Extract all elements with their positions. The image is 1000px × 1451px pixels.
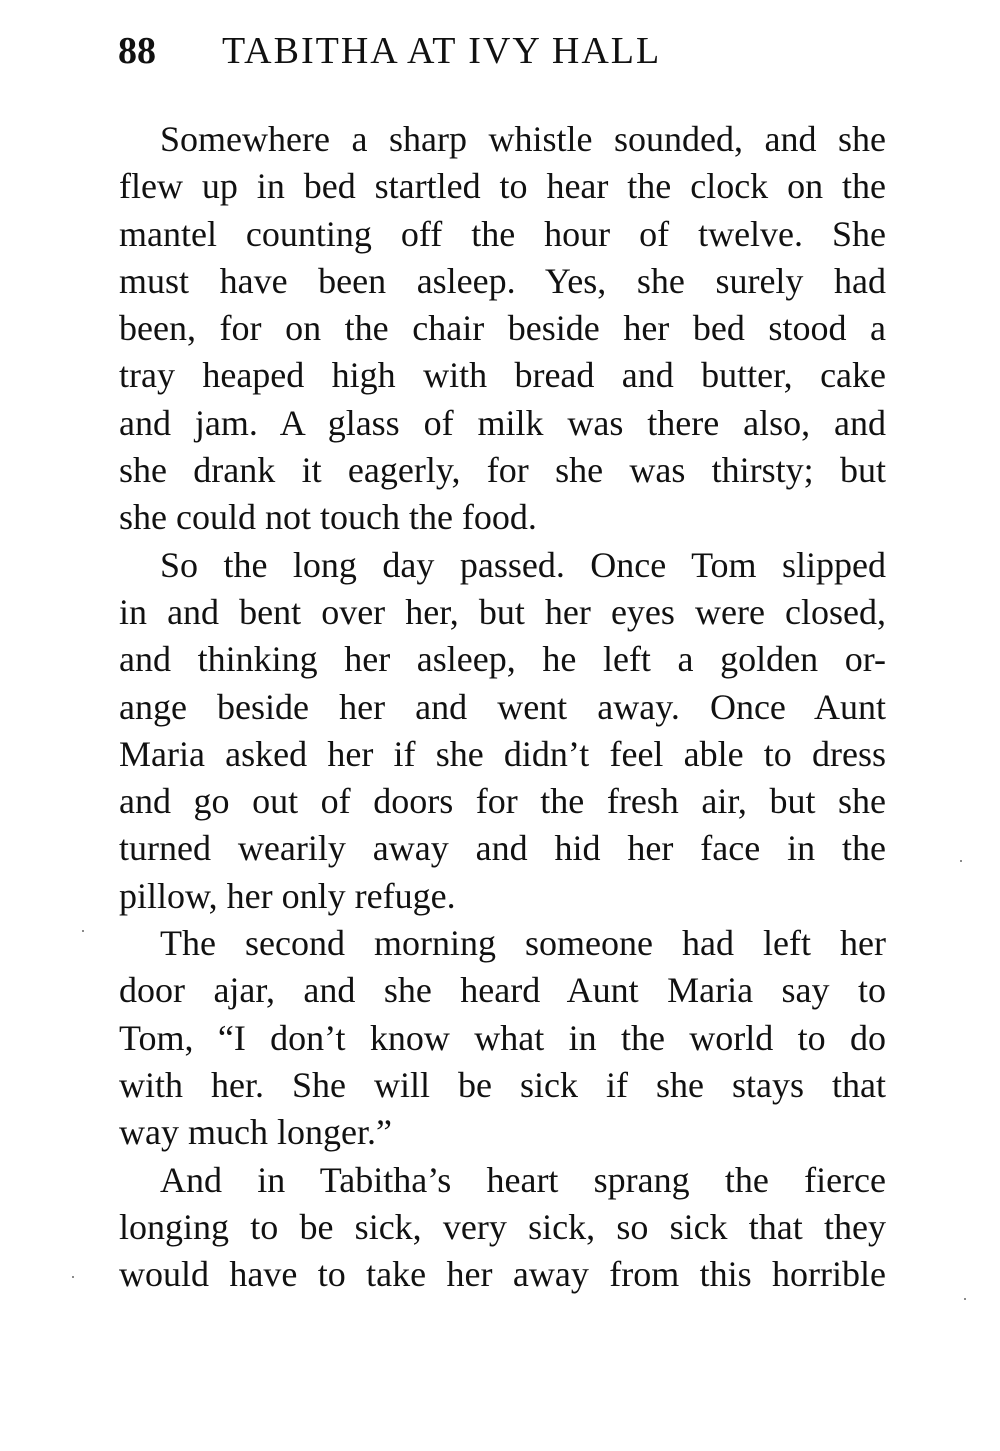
running-head bbox=[118, 26, 818, 76]
paragraph-line: been, for on the chair beside her bed stood a bbox=[119, 308, 886, 349]
paragraph-line: and go out of doors for the fresh air, but she bbox=[119, 781, 886, 822]
paragraph-line: And in Tabitha’s heart sprang the fierce bbox=[160, 1159, 886, 1200]
paragraph-line: she could not touch the food. bbox=[119, 497, 537, 538]
paragraph-line: would have to take her away from this horrible bbox=[119, 1254, 886, 1295]
paragraph-line: must have been asleep. Yes, she surely had bbox=[119, 260, 886, 301]
book-title: TABITHA AT IVY HALL bbox=[222, 30, 662, 72]
paragraph-line: flew up in bed startled to hear the clock on the bbox=[119, 166, 886, 207]
paragraph-line: door ajar, and she heard Aunt Maria say to bbox=[119, 970, 886, 1011]
paragraph-line: The second morning someone had left her bbox=[160, 923, 886, 964]
paragraph-line: and thinking her asleep, he left a golden or- bbox=[119, 639, 886, 680]
paper-speck bbox=[72, 1276, 74, 1278]
paragraph-line: Somewhere a sharp whistle sounded, and she bbox=[160, 119, 886, 159]
paragraph-line: in and bent over her, but her eyes were closed, bbox=[119, 591, 886, 632]
paragraph-line: tray heaped high with bread and butter, cake bbox=[119, 355, 886, 396]
paragraph-line: and jam. A glass of milk was there also, and bbox=[119, 402, 886, 443]
paragraph-line: longing to be sick, very sick, so sick that they bbox=[119, 1206, 886, 1247]
paragraph-line: with her. She will be sick if she stays that bbox=[119, 1064, 886, 1105]
paragraph-line: mantel counting off the hour of twelve. She bbox=[119, 213, 886, 254]
paper-speck bbox=[960, 860, 962, 862]
paragraph-line: way much longer.” bbox=[119, 1112, 392, 1153]
paragraph-line: Tom, “I don’t know what in the world to do bbox=[119, 1017, 886, 1058]
paragraph-line: So the long day passed. Once Tom slipped bbox=[160, 544, 886, 585]
paper-speck bbox=[964, 1298, 966, 1300]
paragraph-line: ange beside her and went away. Once Aunt bbox=[119, 686, 886, 727]
paragraph-line: turned wearily away and hid her face in the bbox=[119, 828, 886, 869]
paper-speck bbox=[82, 930, 84, 932]
body-text bbox=[119, 116, 886, 1298]
paragraph-line: she drank it eagerly, for she was thirsty; but bbox=[119, 450, 886, 491]
page-number: 88 bbox=[118, 30, 156, 72]
paragraph-line: Maria asked her if she didn’t feel able to dress bbox=[119, 733, 886, 774]
paragraph-line: pillow, her only refuge. bbox=[119, 875, 456, 916]
